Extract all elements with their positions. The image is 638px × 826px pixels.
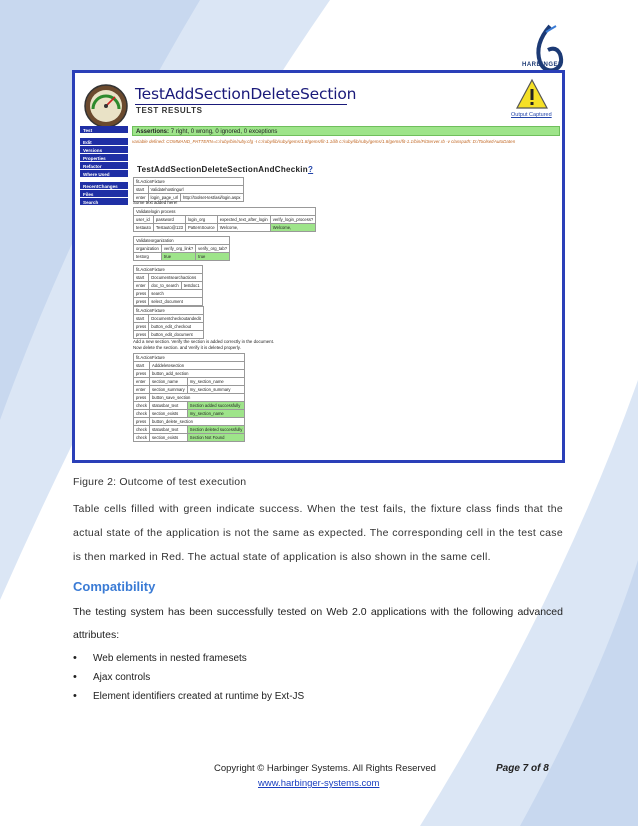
table-cell: press — [134, 290, 149, 298]
table-cell: search — [149, 290, 202, 298]
table-row — [134, 216, 316, 224]
table-cell: press — [134, 418, 150, 426]
table-cell: fit.ActionFixture — [134, 354, 245, 362]
table-cell: press — [134, 331, 149, 339]
table-cell: Section Not Found — [187, 434, 245, 442]
sidebar-item-refactor[interactable]: Refactor — [80, 162, 128, 170]
body-paragraph-2: The testing system has been successfully tested on Web 2.0 applications with the following advanced attributes: — [73, 606, 563, 641]
test-results-screenshot — [72, 70, 565, 463]
table-cell: button_delete_section — [149, 418, 244, 426]
table-cell: login_org — [185, 216, 217, 224]
table-cell: button_edit_document — [149, 331, 204, 339]
table-row — [134, 315, 204, 323]
sidebar-item-recent-changes[interactable]: RecentChanges — [80, 182, 128, 190]
table-row — [134, 323, 204, 331]
fit-table-login-process — [133, 207, 316, 232]
attribute-list — [73, 649, 553, 706]
table-row — [134, 434, 245, 442]
section-heading-compatibility: Compatibility — [73, 579, 156, 594]
table-cell: Section added successfully — [187, 402, 245, 410]
table-cell: testdoc1 — [181, 282, 202, 290]
table-cell: testorg — [134, 253, 162, 261]
table-cell: Documentsearchactions — [149, 274, 202, 282]
table-row — [134, 290, 203, 298]
table-cell: testauto — [134, 224, 154, 232]
table-cell: verify_login_process? — [270, 216, 316, 224]
table-cell: section_exists — [149, 434, 187, 442]
assertions-bar — [132, 126, 560, 136]
table-cell: Documentcheckoutandedit — [149, 315, 204, 323]
table-cell: Validatehostingurl — [148, 186, 243, 194]
table-cell: fit.ActionFixture — [134, 266, 203, 274]
table-cell: section_exists — [149, 410, 187, 418]
list-item — [73, 668, 553, 687]
page-number: Page 7 of 8 — [496, 763, 549, 774]
table-cell: press — [134, 370, 150, 378]
table-cell: start — [134, 186, 149, 194]
table-row — [134, 253, 230, 261]
table-cell: my_section_name — [187, 410, 245, 418]
table-row — [134, 331, 204, 339]
table-row — [134, 394, 245, 402]
table-row — [134, 418, 245, 426]
table-cell: expected_text_after_login — [217, 216, 270, 224]
table-cell: check — [134, 426, 150, 434]
copyright-text: Copyright © Harbinger Systems. All Rights Reserved — [214, 763, 436, 774]
figure-caption: Figure 2: Outcome of test execution — [73, 476, 247, 488]
bullet-icon: • — [73, 652, 77, 664]
fit-table-add-delete-section — [133, 353, 245, 442]
sidebar-item-properties[interactable]: Properties — [80, 154, 128, 162]
table-row — [134, 426, 245, 434]
table-cell: press — [134, 298, 149, 306]
table-row — [134, 307, 204, 315]
table-cell: true — [161, 253, 195, 261]
note-add-section: Add a new section. Verify the section is added correctly in the document. — [133, 339, 275, 344]
table-cell: Validatelogin process — [134, 208, 316, 216]
table-row — [134, 245, 230, 253]
fitnesse-gauge-icon — [83, 83, 129, 129]
table-row — [134, 224, 316, 232]
list-item-text: Web elements in nested framesets — [93, 653, 247, 664]
list-item-text: Element identifiers created at runtime by Ext-JS — [93, 691, 305, 702]
logo-name: HARBINGER — [522, 62, 563, 68]
sidebar-item-test[interactable]: Test — [80, 126, 128, 134]
table-cell: button_add_section — [149, 370, 244, 378]
fit-table-organization — [133, 236, 230, 261]
table-row — [134, 386, 245, 394]
sidebar-item-search[interactable]: Search — [80, 198, 128, 206]
table-cell: Section deleted successfully — [187, 426, 245, 434]
sidebar-item-edit[interactable]: Edit — [80, 138, 128, 146]
note-text-added: Some text added here! — [133, 200, 178, 205]
body-paragraph-1: Table cells filled with green indicate success. When the test fails, the fixture class finds that the actual state of the application is not the same as expected. The corresponding cell in the test case is then marked in Red. The actual state of application is also shown in the same cell. — [73, 503, 563, 563]
note-delete-section: Now delete the section. and Verify it is deleted properly. — [133, 345, 241, 350]
list-item-text: Ajax controls — [93, 672, 151, 683]
table-row — [134, 208, 316, 216]
table-row — [134, 370, 245, 378]
table-row — [134, 378, 245, 386]
table-cell: password — [153, 216, 185, 224]
table-cell: press — [134, 394, 150, 402]
table-row — [134, 298, 203, 306]
test-page-title: TestAddSectionDeleteSection — [135, 85, 357, 103]
bullet-icon: • — [73, 690, 77, 702]
fitnesse-sidebar — [80, 126, 128, 206]
table-cell: check — [134, 410, 150, 418]
table-row — [134, 274, 203, 282]
table-cell: section_name — [149, 378, 187, 386]
sidebar-item-files[interactable]: Files — [80, 190, 128, 198]
table-cell: enter — [134, 386, 150, 394]
table-cell: doc_to_search — [149, 282, 181, 290]
assertions-label: Assertions: — [136, 129, 170, 135]
table-cell: section_summary — [149, 386, 187, 394]
fit-table-checkout-edit — [133, 306, 204, 339]
output-captured-link[interactable]: Output Captured — [511, 112, 552, 118]
table-cell: verify_org_tab? — [196, 245, 230, 253]
table-row — [134, 410, 245, 418]
table-row — [134, 178, 244, 186]
table-row — [134, 186, 244, 194]
table-cell: true — [196, 253, 230, 261]
table-cell: fit.ActionFixture — [134, 178, 244, 186]
table-cell: Validateorganization — [134, 237, 230, 245]
table-cell: statusbar_text — [149, 402, 187, 410]
table-cell: button_edit_checkout — [149, 323, 204, 331]
fit-table-login-url — [133, 177, 244, 202]
table-cell: check — [134, 434, 150, 442]
table-row — [134, 354, 245, 362]
table-cell: enter — [134, 378, 150, 386]
section-edit-link[interactable]: ? — [307, 165, 314, 174]
table-cell: Adddeletesection — [149, 362, 244, 370]
table-row — [134, 282, 203, 290]
bullet-icon: • — [73, 671, 77, 683]
test-results-label: TEST RESULTS — [136, 106, 203, 115]
sidebar-item-where-used[interactable]: Where Used — [80, 170, 128, 178]
table-cell: Welcome, — [217, 224, 270, 232]
table-cell: organization — [134, 245, 162, 253]
table-cell: Testauto@123 — [153, 224, 185, 232]
website-link[interactable]: www.harbinger-systems.com — [258, 778, 380, 789]
sidebar-item-versions[interactable]: Versions — [80, 146, 128, 154]
list-item — [73, 687, 553, 706]
table-row — [134, 266, 203, 274]
fit-table-document-search — [133, 265, 203, 306]
table-cell: user_id — [134, 216, 154, 224]
table-cell: Welcome, — [270, 224, 316, 232]
table-cell: start — [134, 362, 150, 370]
table-cell: PatternSource — [185, 224, 217, 232]
table-cell: enter — [134, 282, 149, 290]
table-cell: start — [134, 315, 149, 323]
table-cell: statusbar_text — [149, 426, 187, 434]
table-cell: select_document — [149, 298, 202, 306]
table-row — [134, 402, 245, 410]
table-cell: verify_org_link? — [161, 245, 195, 253]
table-row — [134, 237, 230, 245]
table-cell: start — [134, 274, 149, 282]
assertions-text: 7 right, 0 wrong, 0 ignored, 0 exceptions — [170, 129, 278, 135]
table-cell: my_section_summary — [187, 386, 245, 394]
section-title-text: TestAddSectionDeleteSectionAndCheckin — [137, 165, 308, 174]
table-row — [134, 362, 245, 370]
variable-defined-text: variable defined: COMMAND_PATTERN=c:/ruby/bin/ruby.cfg -I c:/ruby/lib/ruby/gems/1.8/gems/fit-1.1/lib c:/ruby/lib/ruby/gems/1.8/gems/fit-1.1/bin/FitServer.rb -v classpath: D:/Toolset/AutoDaten — [132, 139, 516, 144]
table-cell: login_page_url — [148, 194, 180, 202]
list-item — [73, 649, 553, 668]
table-cell: button_save_section — [149, 394, 244, 402]
table-cell: check — [134, 402, 150, 410]
table-cell: enter — [134, 194, 149, 202]
table-cell: press — [134, 323, 149, 331]
section-title — [137, 165, 313, 174]
warning-icon — [515, 78, 549, 110]
table-cell: my_section_name — [187, 378, 245, 386]
table-cell: fit.ActionFixture — [134, 307, 204, 315]
table-cell: http://toolset-test/asi/login.aspx — [181, 194, 244, 202]
